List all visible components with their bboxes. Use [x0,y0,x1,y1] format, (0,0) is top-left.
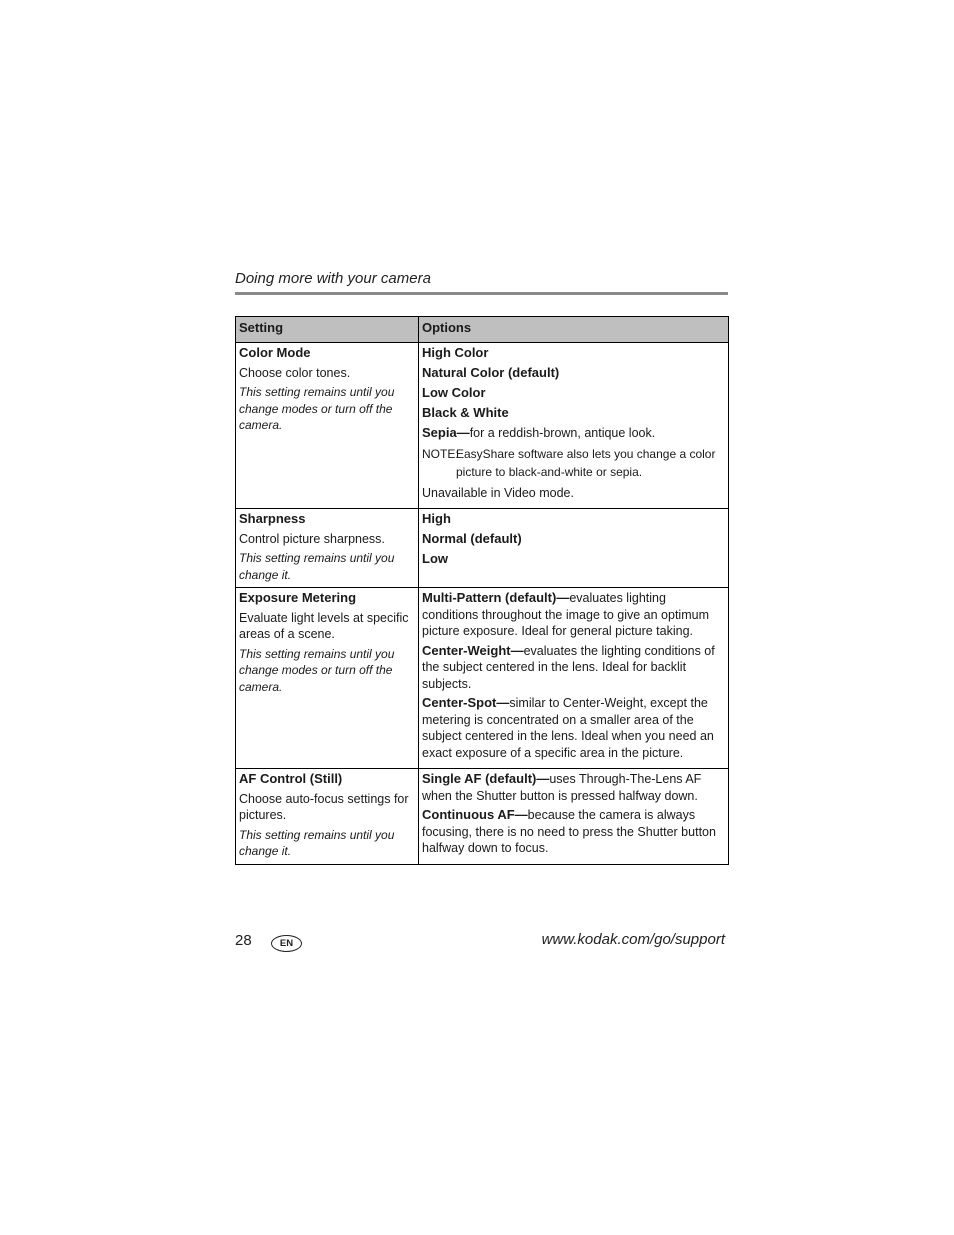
setting-name: Color Mode [239,345,311,360]
option-label: Continuous AF— [422,807,528,822]
options-cell [419,769,729,865]
option-text: because the camera is always focusing, there is no need to press the Shutter button halfway down to focus. [422,808,716,855]
option-text: evaluates the lighting conditions of the subject centered in the lens. Ideal for backlit subjects. [422,643,715,691]
setting-cell [236,588,419,769]
table-row [236,343,729,509]
option-entry [422,590,725,640]
setting-description: Evaluate light levels at specific areas of a scene. [239,610,409,641]
option-label: Single AF (default)— [422,771,550,786]
option-item: High [422,511,451,526]
option-text: evaluates lighting conditions throughout the image to give an optimum picture exposure. Ideal for general picture taking. [422,591,709,638]
table-header-row [236,317,729,343]
column-header-setting: Setting [236,317,419,343]
page-header-title: Doing more with your camera [235,270,431,287]
page-number: 28 [235,932,252,949]
option-availability: Unavailable in Video mode. [422,485,574,500]
options-cell [419,509,729,588]
option-text: for a reddish-brown, antique look. [469,426,656,440]
option-item: High Color [422,345,489,360]
option-entry [422,771,725,804]
setting-cell [236,343,419,509]
setting-cell [236,769,419,865]
table-row [236,588,729,769]
option-item: Low [422,551,448,566]
options-cell [419,343,729,509]
table-row [236,769,729,865]
option-label: Center-Weight— [422,642,524,658]
option-entry [422,807,725,857]
setting-note: This setting remains until you change it. [239,827,395,858]
option-item: Black & White [422,405,509,420]
setting-note: This setting remains until you change it. [239,551,395,582]
option-label: Center-Spot— [422,695,510,710]
option-entry [422,425,725,442]
option-entry [422,695,725,761]
option-item: Natural Color (default) [422,365,560,380]
setting-name: AF Control (Still) [239,771,343,786]
setting-cell [236,509,419,588]
language-badge: EN [271,935,302,952]
option-item: Low Color [422,385,486,400]
setting-name: Exposure Metering [239,590,357,605]
setting-description: Choose auto-focus settings for pictures. [239,791,409,822]
note-text: EasyShare software also lets you change a color picture to black-and-white or sepia. [456,446,716,479]
support-url: www.kodak.com/go/support [541,931,725,948]
option-text: similar to Center-Weight, except the metering is concentrated on a smaller area of the subject centered in the lens. Ideal when you need an exact exposure of a specific area in the picture. [422,696,714,760]
note-label: NOTE: [422,446,459,461]
option-entry [422,643,725,693]
option-item: Normal (default) [422,531,522,546]
option-label: Sepia— [422,425,470,440]
setting-note: This setting remains until you change modes or turn off the camera. [239,385,395,432]
setting-description: Control picture sharpness. [239,531,385,546]
settings-table [235,316,729,865]
setting-name: Sharpness [239,511,306,526]
table-row [236,509,729,588]
option-text: uses Through-The-Lens AF when the Shutter button is pressed halfway down. [422,772,702,803]
header-divider [235,292,728,295]
options-cell [419,588,729,769]
column-header-options: Options [419,317,729,343]
option-note [422,445,725,481]
option-label: Multi-Pattern (default)— [422,590,570,605]
setting-description: Choose color tones. [239,365,351,380]
setting-note: This setting remains until you change modes or turn off the camera. [239,646,395,694]
